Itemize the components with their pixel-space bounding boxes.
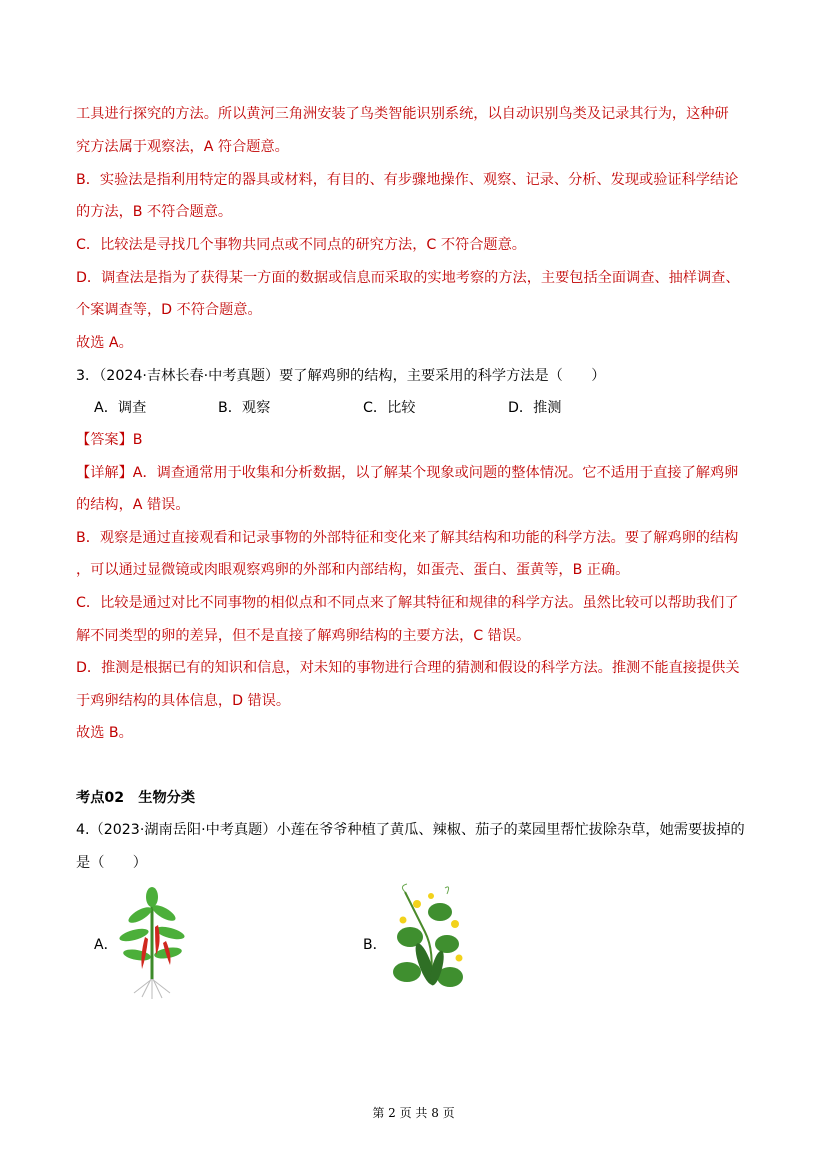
section-heading: 考点02 生物分类 (76, 790, 196, 806)
pepper-plant-image (112, 885, 192, 1000)
page-footer: 第 2 页 共 8 页 (372, 1106, 455, 1120)
question-3-option-c-line: C．比较是通过对比不同事物的相似点和不同点来了解其特征和规律的科学方法。虽然比较可以帮助我们了 (76, 595, 739, 611)
question-3-detail-line: 【详解】A．调查通常用于收集和分析数据，以了解某个现象或问题的整体情况。它不适用于直接了解鸡卵 (76, 465, 739, 481)
option-b: B．观察 (218, 400, 271, 416)
question-3-option-c-line: 解不同类型的卵的差异，但不是直接了解鸡卵结构的主要方法，C 错误。 (76, 628, 531, 644)
analysis-option-d-line: D．调查法是指为了获得某一方面的数据或信息而采取的实地考察的方法，主要包括全面调查、抽样调查、 (76, 270, 740, 286)
analysis-line: 究方法属于观察法，A 符合题意。 (76, 139, 289, 155)
question-3-answer: 【答案】B (76, 432, 143, 448)
question-3-option-d-line: D．推测是根据已有的知识和信息，对未知的事物进行合理的猜测和假设的科学方法。推测不能直接提供关 (76, 660, 740, 676)
question-3-option-b-line: B．观察是通过直接观看和记录事物的外部特征和变化来了解其结构和功能的科学方法。要了解鸡卵的结构 (76, 530, 739, 546)
question-3-detail-line: 的结构，A 错误。 (76, 497, 190, 513)
question-3-conclusion: 故选 B。 (76, 725, 133, 741)
question-4-stem: 4.（2023·湖南岳阳·中考真题）小莲在爷爷种植了黄瓜、辣椒、茄子的菜园里帮忙拔除杂草，她需要拔掉的 (76, 822, 745, 838)
question-4-option-b-label: B． (363, 937, 387, 953)
cucumber-plant-image (385, 882, 475, 1000)
question-4-stem: 是（ ） (76, 855, 147, 871)
option-a: A．调查 (94, 400, 147, 416)
analysis-option-b-line: 的方法，B 不符合题意。 (76, 204, 233, 220)
question-4-option-a-label: A． (94, 937, 118, 953)
option-d: D．推测 (508, 400, 562, 416)
question-3-stem: 3．（2024·吉林长春·中考真题）要了解鸡卵的结构，主要采用的科学方法是（ ） (76, 368, 606, 384)
option-c: C．比较 (363, 400, 416, 416)
question-3-options (94, 397, 654, 419)
analysis-line: 工具进行探究的方法。所以黄河三角洲安装了鸟类智能识别系统，以自动识别鸟类及记录其行为，这种研 (76, 106, 729, 122)
question-3-option-b-line: ，可以通过显微镜或肉眼观察鸡卵的外部和内部结构，如蛋壳、蛋白、蛋黄等，B 正确。 (76, 562, 630, 578)
question-3-option-d-line: 于鸡卵结构的具体信息，D 错误。 (76, 693, 291, 709)
analysis-option-c-line: C．比较法是寻找几个事物共同点或不同点的研究方法，C 不符合题意。 (76, 237, 526, 253)
analysis-option-b-line: B．实验法是指利用特定的器具或材料，有目的、有步骤地操作、观察、记录、分析、发现或验证科学结论 (76, 172, 739, 188)
analysis-conclusion: 故选 A。 (76, 335, 133, 351)
analysis-option-d-line: 个案调查等，D 不符合题意。 (76, 302, 262, 318)
